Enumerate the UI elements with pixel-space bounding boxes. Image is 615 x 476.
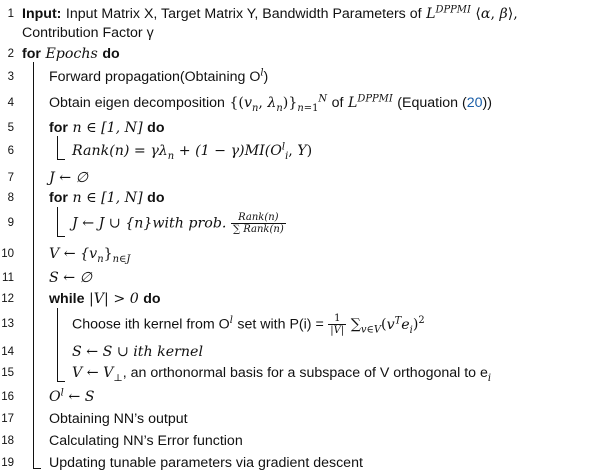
block-bar-line6 (57, 136, 58, 160)
outer-block-tick (33, 468, 41, 469)
input-keyword: Input: (22, 6, 62, 22)
probability-fraction: $\frac{\text{Rank(n)}}{\text{∑ Rank(n)}}$ (232, 212, 284, 235)
input-continuation: Contribution Factor γ (22, 25, 154, 41)
line-number: 12 (1, 293, 14, 305)
line-number: 8 (7, 192, 14, 204)
outer-block-bar (33, 62, 34, 469)
block-bar-line9 (57, 207, 58, 237)
line-number: 4 (7, 97, 14, 109)
line-text: Forward propagation(Obtaining O (49, 69, 261, 85)
equation-reference-link[interactable]: 20 (466, 95, 483, 111)
line-number: 2 (7, 48, 14, 60)
line-number: 18 (1, 435, 14, 447)
line-number: 13 (1, 318, 14, 330)
line-number: 7 (7, 172, 14, 184)
line-text: Obtain eigen decomposition (49, 95, 225, 111)
line-number: 16 (1, 391, 14, 403)
loop-condition: Epochs (45, 46, 98, 62)
line-number: 10 (1, 248, 14, 260)
for-keyword: for (22, 46, 41, 62)
algorithm-block: 1 Input: Input Matrix X, Target Matrix Y, Bandwidth Parameters of $L^{DPPMI}$ ⟨α, β⟩, Contribution Factor γ 2 for Epochs do 3 Forward propagation(Obtaining $O^l$) 4 Obtain eigen decomposition {($v_n$, $\lambda_n)\}_{n=1}^N$ of $L^{DPPMI}$ (Equation (20)) 5 for n ∈ [1, N] do 6 Rank(n) = $\gamma\lambda_n + (1 - \gamma)MI(O^l_i$, Y) 7 J ← ∅ 8 for n ∈ [1, N] do 9 J ← J ∪ {n}with prob. $\frac{\text{Rank(n)}}{\text{∑ Rank(n)}}$ 10 V ← $\{v_n\}_{n\in J}$ 11 S ← ∅ 12 while |V| > 0 do 13 Choose ith kernel from $O^l$ set with P(i) = $\frac{1}{|V|}$ $\sum_{v\in V}(v^Te_i)^2$ 14 S ← S ∪ ith kernel 15 V ← $V_\perp$, an orthonormal basis for a subspace of V orthogonal to $e_i$ 16 $O^l$ ← S 17 Obtaining NN’s output 18 Calculating NN’s Error function 19 Updating tunable parameters via gradient descent (0, 0, 615, 476)
do-keyword: do (102, 46, 120, 62)
line-number: 14 (1, 346, 14, 358)
line-number: 3 (7, 71, 14, 83)
line-number: 17 (1, 413, 14, 425)
line-number: 9 (7, 217, 14, 229)
input-description: Input Matrix X, Target Matrix Y, Bandwidth Parameters of (65, 6, 422, 22)
line-number: 5 (7, 122, 14, 134)
line-number: 6 (7, 145, 14, 157)
line-number: 1 (7, 8, 14, 20)
line-number: 15 (1, 367, 14, 379)
block-bar-while (57, 308, 58, 382)
line-number: 19 (1, 457, 14, 469)
line-number: 11 (2, 272, 14, 284)
